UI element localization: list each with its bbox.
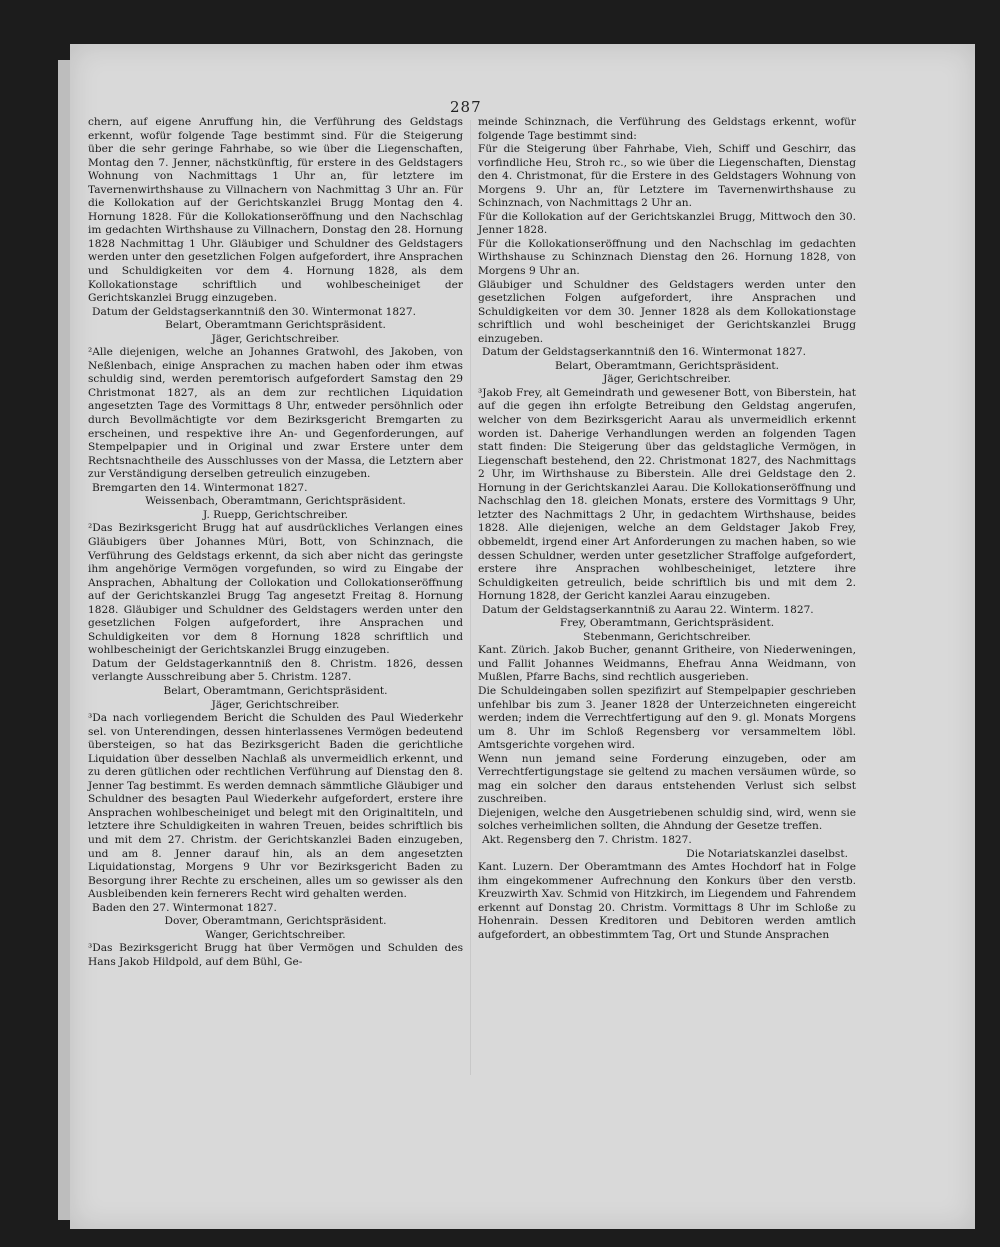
notice-signature: Jäger, Gerichtschreiber. bbox=[211, 698, 340, 711]
page-number: 287 bbox=[450, 98, 482, 116]
notice-signature: Belart, Oberamtmann Gerichtspräsident. bbox=[165, 319, 386, 332]
notice-date: Datum der Geldstagserkanntniß zu Aarau 22. Winterm. 1827. bbox=[482, 603, 814, 616]
column-gutter bbox=[470, 120, 471, 1075]
notice-paragraph: ³Da nach vorliegendem Bericht die Schulden des Paul Wiederkehr sel. von Unterendingen, dessen hinterlassenes Vermögen bedeutend übersteigen, so hat das Bezirksgericht Baden die gerichtliche Liquidation über desselben Nachlaß als unvermeidlich erkennt, und zu deren gütlichen oder rechtlichen Verführung auf Dienstag den 8. Jenner Tag bestimmt. Es werden demnach sämmtliche Gläubiger und Schuldner des besagten Paul Wiederkehr aufgefordert, erstere ihre Ansprachen wohlbescheiniget und belegt mit den Originaltiteln, und letztere ihre Schuldigkeiten in wahren Treuen, beides schriftlich bis und mit dem 27. Christm. der Gerichtskanzlei Baden einzugeben, und am 8. Jenner darauf hin, als an dem angesetzten Liquidationstag, Morgens 9 Uhr vor Bezirksgericht Baden zu Besorgung ihrer Rechte zu erscheinen, alles um so gewisser als den Ausbleibenden kein fernerers Recht wird gehalten werden. bbox=[88, 712, 463, 901]
notice-date: Datum der Geldstagserkanntniß den 30. Wintermonat 1827. bbox=[92, 305, 417, 318]
notice-paragraph: ³Jakob Frey, alt Gemeindrath und gewesener Bott, von Biberstein, hat auf die gegen ihn erfolgte Betreibung den Geldstag angerufen, welcher von dem Bezirksgericht Aarau als unvermeidlich erkennt worden ist. Daherige Verhandlungen werden an folgenden Tagen statt finden: Die Steigerung über das geldstagliche Vermögen, in Liegenschaft bestehend, den 22. Christmonat 1827, des Nachmittags 2 Uhr, im Wirthshause zu Biberstein. Alle drei Geldstage den 2. Hornung in der Gerichtskanzlei Aarau. Die Kollokationseröffnung und Nachschlag den 18. gleichen Monats, erstere des Vormittags 9 Uhr, letzter des Nachmittags 2 Uhr, in gedachtem Wirthshause, beides 1828. Alle diejenigen, welche an dem Geldstager Jakob Frey, obbemeldt, irgend einer Art Anforderungen zu machen haben, so wie dessen Schuldner, werden unter gesetzlicher Straffolge aufgefordert, erstere ihre Ansprachen wohlbescheiniget, letztere ihre Schuldigkeiten getreulich, beide schriftlich bis und mit dem 2. Hornung 1828, der Gericht kanzlei Aarau einzugeben. bbox=[478, 386, 856, 603]
notice-signature: Jäger, Gerichtschreiber. bbox=[211, 332, 340, 345]
notice-date: Akt. Regensberg den 7. Christm. 1827. bbox=[482, 833, 692, 846]
notice-date: Datum der Geldstagerkanntniß den 8. Christm. 1826, dessen verlangte Ausschreibung aber 5. Christm. 1287. bbox=[92, 657, 463, 684]
notice-paragraph: Die Schuldeingaben sollen spezifizirt auf Stempelpapier geschrieben unfehlbar bis zum 3. Jeaner 1828 der Unterzeichneten eingereicht werden; indem die Verrechtfertigung auf den 9. gl. Monats Morgens um 8. Uhr im Schloß Regensberg vor versammeltem löbl. Amtsgerichte vorgehen wird. bbox=[478, 684, 856, 752]
notice-signature: Weissenbach, Oberamtmann, Gerichtspräsident. bbox=[145, 495, 406, 508]
notice-paragraph: ²Alle diejenigen, welche an Johannes Gratwohl, des Jakoben, von Neßlenbach, einige Ansprachen zu machen haben oder ihm etwas schuldig sind, werden peremtorisch aufgefordert Samstag den 29 Christmonat 1827, als an dem zur rechtlichen Liquidation angesetzten Tage des Vormittags 8 Uhr, entweder persöhnlich oder durch Bevollmächtigte vor dem Bezirksgericht Bremgarten zu erscheinen, und respektive ihre An- und Gegenforderungen, auf Stempelpapier und in Original und zwar Erstere unter dem Rechtsnachtheile des Ausschlusses von der Massa, die Letztern aber zur Verständigung derselben getreulich einzugeben. bbox=[88, 346, 463, 481]
notice-paragraph: Für die Steigerung über Fahrhabe, Vieh, Schiff und Geschirr, das vorfindliche Heu, Stroh rc., so wie über die Liegenschaften, Dienstag den 4. Christmonat, für die Erstere in des Geldstagers Wohnung von Morgens 9. Uhr an, für Letztere im Tavernenwirthshause zu Schinznach, von Nachmittags 2 Uhr an. bbox=[478, 143, 856, 210]
notice-paragraph: Kant. Zürich. Jakob Bucher, genannt Gritheire, von Niederweningen, und Fallit Johannes Weidmanns, Ehefrau Anna Weidmann, von Mußlen, Pfarre Bachs, sind rechtlich ausgerieben. bbox=[478, 644, 856, 684]
notice-signature: Wanger, Gerichtschreiber. bbox=[205, 928, 346, 941]
notice-paragraph: Wenn nun jemand seine Forderung einzugeben, oder am Verrechtfertigungstage sie geltend zu machen versäumen würde, so mag ein solcher den daraus entstehenden Verlust sich selbst zuschreiben. bbox=[478, 752, 856, 806]
notice-date: Baden den 27. Wintermonat 1827. bbox=[92, 901, 277, 914]
notice-signature: Dover, Oberamtmann, Gerichtspräsident. bbox=[164, 915, 387, 928]
notice-date: Datum der Geldstagserkanntniß den 16. Wintermonat 1827. bbox=[482, 346, 807, 359]
notice-paragraph: meinde Schinznach, die Verführung des Geldstags erkennt, wofür folgende Tage bestimmt sind: bbox=[478, 116, 856, 142]
right-column bbox=[478, 116, 856, 942]
notice-signature: Die Notariatskanzlei daselbst. bbox=[686, 847, 848, 860]
notice-paragraph: chern, auf eigene Anruffung hin, die Verführung des Geldstags erkennt, wofür folgende Tage bestimmt sind. Für die Steigerung über die sehr geringe Fahrhabe, so wie über die Liegenschaften, Montag den 7. Jenner, nächstkünftig, für erstere in des Geldstagers Wohnung von Nachmittags 1 Uhr an, für letztere im Tavernenwirthshause zu Villnachern von Nachmittag 3 Uhr an. Für die Kollokation auf der Gerichtskanzlei Brugg Montag den 4. Hornung 1828. Für die Kollokationseröffnung und den Nachschlag im gedachten Wirthshause zu Villnachern, Donstag den 28. Hornung 1828 Nachmittag 1 Uhr. Gläubiger und Schuldner des Geldstagers werden unter den gesetzlichen Folgen aufgefordert, ihre Ansprachen und Schuldigkeiten vor dem 4. Hornung 1828, als dem Kollokationstage schriftlich und wohlbescheiniget der Gerichtskanzlei Brugg einzugeben. bbox=[88, 116, 463, 305]
notice-paragraph: Für die Kollokation auf der Gerichtskanzlei Brugg, Mittwoch den 30. Jenner 1828. bbox=[478, 210, 856, 237]
notice-paragraph: ²Das Bezirksgericht Brugg hat auf ausdrückliches Verlangen eines Gläubigers über Johannes Müri, Bott, von Schinznach, die Verführung des Geldstags erkennt, da sich aber nicht das geringste ihm angehörige Vermögen vorgefunden, so wird zu Eingabe der Ansprachen, Abhaltung der Collokation und Collokationseröffnung auf der Gerichtskanzlei Brugg Tag angesetzt Freitag 8. Hornung 1828. Gläubiger und Schuldner des Geldstagers werden unter den gesetzlichen Folgen aufgefordert, ihre Ansprachen und Schuldigkeiten vor dem 8 Hornung 1828 schriftlich und wohlbescheinigt der Gerichtskanzlei Brugg einzugeben. bbox=[88, 522, 463, 657]
notice-signature: Belart, Oberamtmann, Gerichtspräsident. bbox=[554, 359, 780, 372]
notice-signature: Frey, Oberamtmann, Gerichtspräsident. bbox=[559, 617, 775, 630]
left-column bbox=[88, 116, 463, 969]
notice-signature: Jäger, Gerichtschreiber. bbox=[603, 373, 731, 386]
notice-signature: J. Ruepp, Gerichtschreiber. bbox=[203, 508, 348, 521]
notice-paragraph: Diejenigen, welche den Ausgetriebenen schuldig sind, wird, wenn sie solches verheimlichen sollten, die Ahndung der Gesetze treffen. bbox=[478, 806, 856, 833]
notice-paragraph: Für die Kollokationseröffnung und den Nachschlag im gedachten Wirthshause zu Schinznach Dienstag den 26. Hornung 1828, von Morgens 9 Uhr an. bbox=[478, 237, 856, 278]
notice-date: Bremgarten den 14. Wintermonat 1827. bbox=[92, 481, 308, 494]
notice-paragraph: ³Das Bezirksgericht Brugg hat über Vermögen und Schulden des Hans Jakob Hildpold, auf dem Bühl, Ge- bbox=[88, 942, 463, 968]
notice-paragraph: Kant. Luzern. Der Oberamtmann des Amtes Hochdorf hat in Folge ihm eingekommener Aufrechnung den Konkurs über den verstb. Kreuzwirth Xav. Schmid von Hitzkirch, im Liegendem und Fahrendem erkennt auf Donstag 20. Christm. Vormittags 8 Uhr im Schloße zu Hohenrain. Dessen Kreditoren und Debitoren werden amtlich aufgefordert, an obbestimmtem Tag, Ort und Stunde Ansprachen bbox=[478, 861, 856, 941]
notice-signature: Stebenmann, Gerichtschreiber. bbox=[583, 630, 751, 643]
notice-signature: Belart, Oberamtmann, Gerichtspräsident. bbox=[163, 684, 388, 697]
notice-paragraph: Gläubiger und Schuldner des Geldstagers werden unter den gesetzlichen Folgen aufgefordert, ihre Ansprachen und Schuldigkeiten vor dem 30. Jenner 1828 als dem Kollokationstage schriftlich und wohl bescheiniget der Gerichtskanzlei Brugg einzugeben. bbox=[478, 278, 856, 345]
